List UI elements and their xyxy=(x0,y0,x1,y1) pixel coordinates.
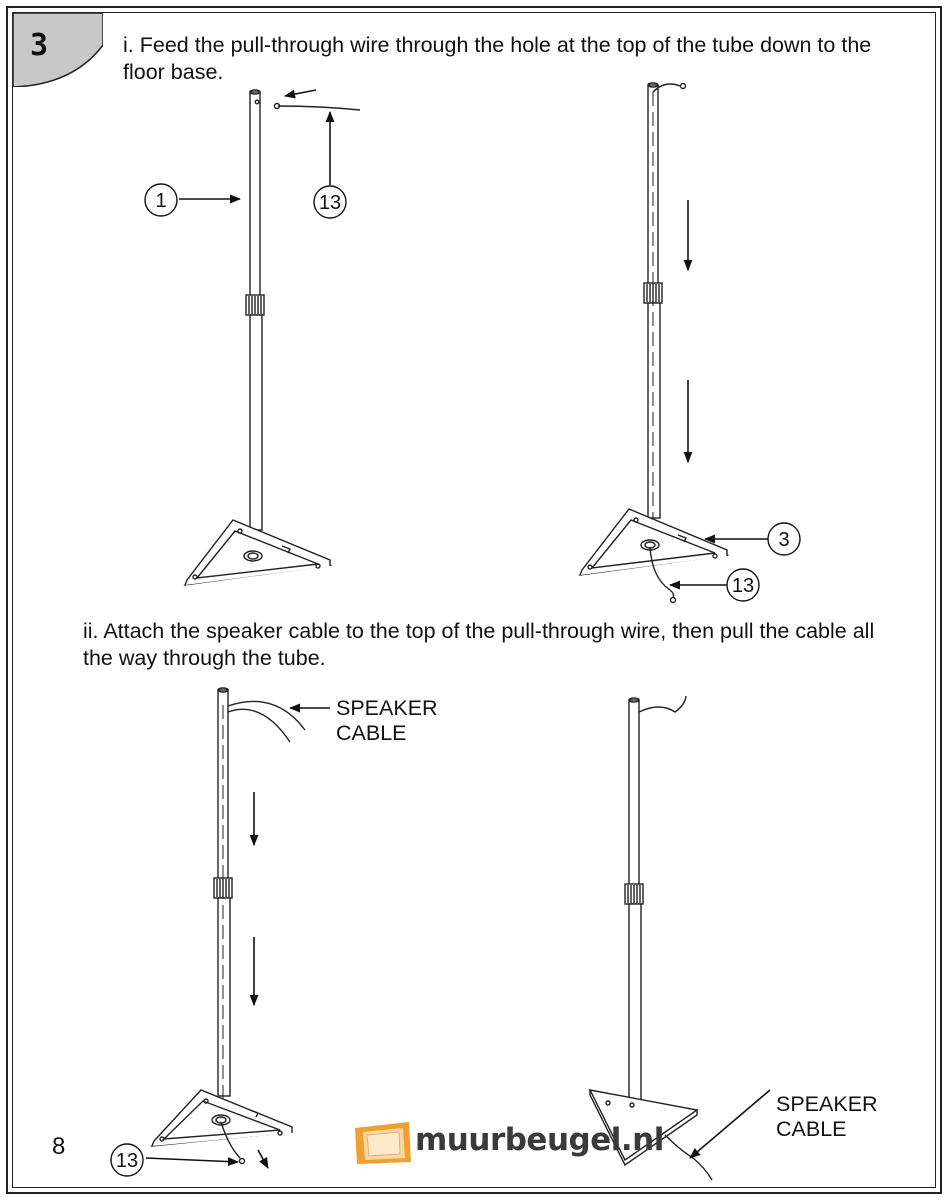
arrows-figure-4 xyxy=(690,1090,770,1158)
speaker-cable-label-b-line2: CABLE xyxy=(776,1117,847,1141)
watermark-text: muurbeugel.nl xyxy=(415,1122,664,1158)
watermark-logo-icon xyxy=(353,1120,413,1166)
callout-circles xyxy=(111,184,800,1176)
callout-13-b: 13 xyxy=(731,575,755,597)
callout-numbers xyxy=(116,190,790,1172)
callout-13-a: 13 xyxy=(318,192,342,214)
speaker-cable-label-b xyxy=(776,1092,916,1142)
stand-figure-3 xyxy=(152,688,305,1164)
stand-figure-2 xyxy=(580,83,727,603)
step-number: 3 xyxy=(30,28,50,63)
page-number: 8 xyxy=(52,1133,66,1160)
callout-13-c: 13 xyxy=(115,1150,139,1172)
speaker-cable-label-a-line2: CABLE xyxy=(336,721,407,745)
instruction-step-ii: ii. Attach the speaker cable to the top of the pull-through wire, then pull the cable all the way through the tube. xyxy=(83,619,875,670)
callout-3: 3 xyxy=(778,529,790,551)
speaker-cable-label-a-line1: SPEAKER xyxy=(336,696,438,720)
stand-figure-1 xyxy=(185,90,360,585)
speaker-cable-label-a xyxy=(336,696,476,746)
stand-figure-4 xyxy=(590,696,712,1180)
callout-1: 1 xyxy=(155,190,167,212)
arrows-figure-3 xyxy=(146,708,330,1168)
instruction-step-i: i. Feed the pull-through wire through the hole at the top of the tube down to the floor base. xyxy=(123,33,872,84)
arrows-figure-2 xyxy=(670,200,768,585)
speaker-cable-label-b-line1: SPEAKER xyxy=(776,1092,878,1116)
watermark xyxy=(353,1118,664,1168)
